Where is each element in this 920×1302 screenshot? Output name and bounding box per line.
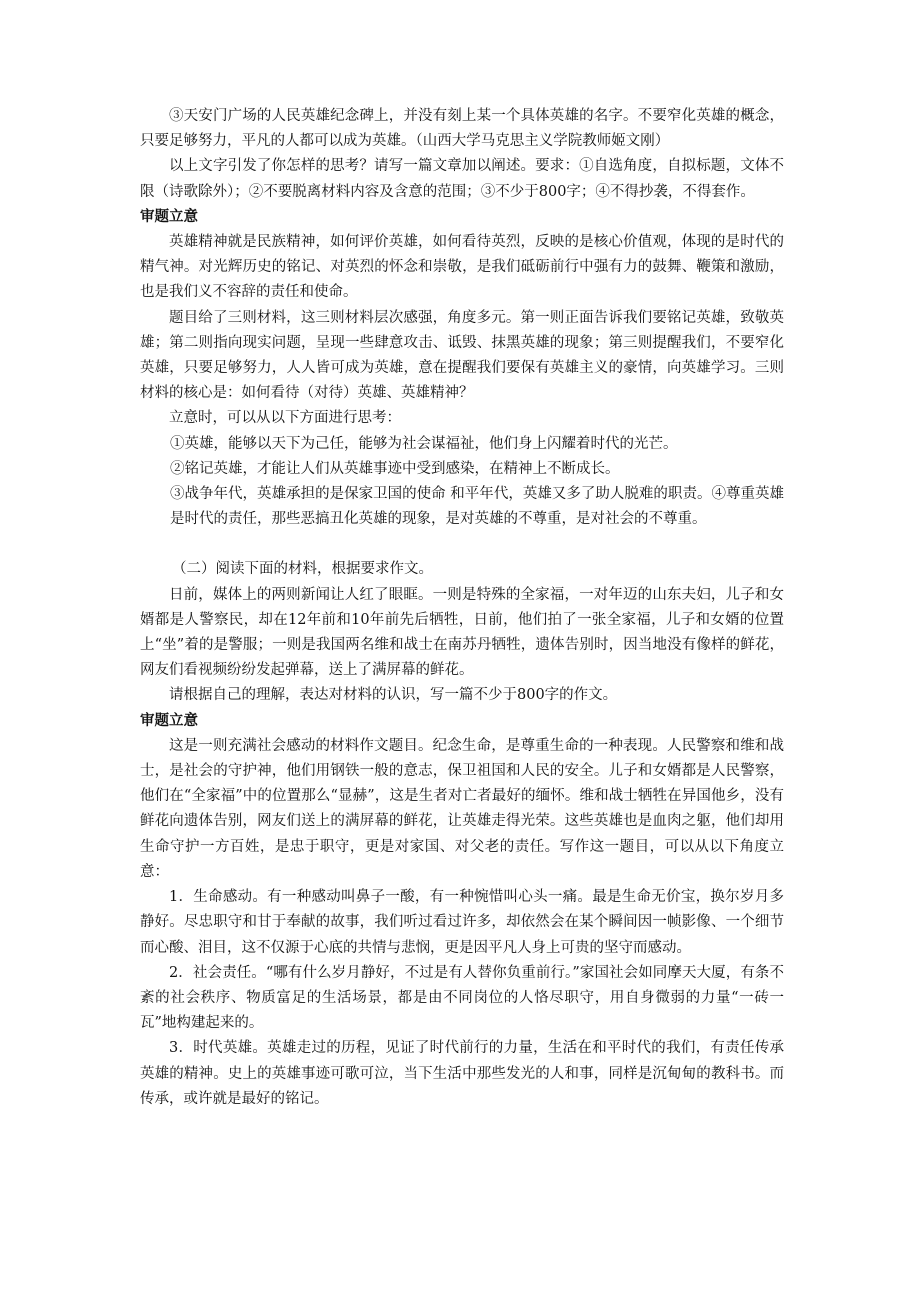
- analysis-paragraph-1: 英雄精神就是民族精神，如何评价英雄，如何看待英烈，反映的是核心价值观，体现的是时代的精气神。对光辉历史的铭记、对英烈的怀念和崇敬，是我们砥砺前行中强有力的鼓舞、鞭策和激励，也是我们义不容辞的责任和使命。: [140, 234, 784, 301]
- writing-prompt-paragraph-2: 请根据自己的理解，表达对材料的认识，写一篇不少于800字的作文。: [169, 687, 618, 704]
- angle-point-1: 1．生命感动。有一种感动叫鼻子一酸，有一种惋惜叫心头一痛。最是生命无价宝，换尔岁月多静好。尽忠职守和甘于奉献的故事，我们听过看过许多，却依然会在某个瞬间因一帧影像、一个细节而心酸、泪目，这不仅源于心底的共情与悲悯，更是因平凡人身上可贵的坚守而感动。: [140, 889, 784, 956]
- idea-item-3: ③战争年代，英雄承担的是保家卫国的使命 和平年代，英雄又多了助人脱难的职责。④尊重英雄是时代的责任，那些恶搞丑化英雄的现象，是对英雄的不尊重，是对社会的不尊重。: [170, 486, 784, 528]
- section-heading-analysis-1: 审题立意: [140, 208, 198, 225]
- idea-list: [140, 432, 784, 533]
- section-heading-analysis-2: 审题立意: [140, 712, 198, 729]
- analysis-paragraph-3: 立意时，可以从以下方面进行思考：: [169, 410, 401, 427]
- idea-item-2: ②铭记英雄，才能让人们从英雄事迹中受到感染，在精神上不断成长。: [170, 460, 620, 477]
- angle-point-3: 3．时代英雄。英雄走过的历程，见证了时代前行的力量，生活在和平时代的我们，有责任传承英雄的精神。史上的英雄事迹可歌可泣，当下生活中那些发光的人和事，同样是沉甸甸的教科书。而传承，或许就是最好的铭记。: [140, 1040, 784, 1107]
- writing-prompt-paragraph: 以上文字引发了你怎样的思考？请写一篇文章加以阐述。要求：①自选角度，自拟标题，文体不限（诗歌除外）；②不要脱离材料内容及含意的范围；③不少于800字；④不得抄袭，不得套作。: [140, 158, 784, 200]
- angle-point-2: 2．社会责任。“哪有什么岁月静好，不过是有人替你负重前行。”家国社会如同摩天大厦，有条不紊的社会秩序、物质富足的生活场景，都是由不同岗位的人恪尽职守，用自身微弱的力量“一砖一瓦”地构建起来的。: [140, 964, 784, 1032]
- analysis-paragraph-2-1: 这是一则充满社会感动的材料作文题目。纪念生命，是尊重生命的一种表现。人民警察和维和战士，是社会的守护神，他们用钢铁一般的意志，保卫祖国和人民的安全。儿子和女婿都是人民警察，他们在“全家福”中的位置那么“显赫”，这是生者对亡者最好的缅怀。维和战士牺牲在异国他乡，没有鲜花向遗体告别，网友们送上的满屏幕的鲜花，让英雄走得光荣。这些英雄也是血肉之躯，他们却用生命守护一方百姓，是忠于职守，更是对家国、对父老的责任。写作这一题目，可以从以下角度立意：: [140, 737, 784, 880]
- idea-item-1: ①英雄，能够以天下为己任，能够为社会谋福祉，他们身上闪耀着时代的光芒。: [170, 435, 678, 452]
- section-gap: [140, 532, 784, 557]
- analysis-paragraph-2: 题目给了三则材料，这三则材料层次感强，角度多元。第一则正面告诉我们要铭记英雄，致敬英雄；第二则指向现实问题，呈现一些肆意攻击、诋毁、抹黑英雄的现象；第三则提醒我们，不要窄化英雄，只要足够努力，人人皆可成为英雄，意在提醒我们要保有英雄主义的豪情，向英雄学习。三则材料的核心是：如何看待（对待）英雄、英雄精神？: [140, 309, 784, 402]
- material-paragraph-2: 日前，媒体上的两则新闻让人红了眼眶。一则是特殊的全家福，一对年迈的山东夫妇，儿子和女婿都是人警察民，却在12年前和10年前先后牺牲，日前，他们拍了一张全家福，儿子和女婿的位置上“坐”着的是警服；一则是我国两名维和战士在南苏丹牺牲，遗体告别时，因当地没有像样的鲜花，网友们看视频纷纷发起弹幕，送上了满屏幕的鲜花。: [140, 586, 784, 679]
- material-3-paragraph: ③天安门广场的人民英雄纪念碑上，并没有刻上某一个具体英雄的名字。不要窄化英雄的概念，只要足够努力，平凡的人都可以成为英雄。（山西大学马克思主义学院教师姬文刚）: [140, 108, 784, 150]
- document-page: [140, 104, 784, 1112]
- section-title-2: （二）阅读下面的材料，根据要求作文。: [172, 561, 433, 578]
